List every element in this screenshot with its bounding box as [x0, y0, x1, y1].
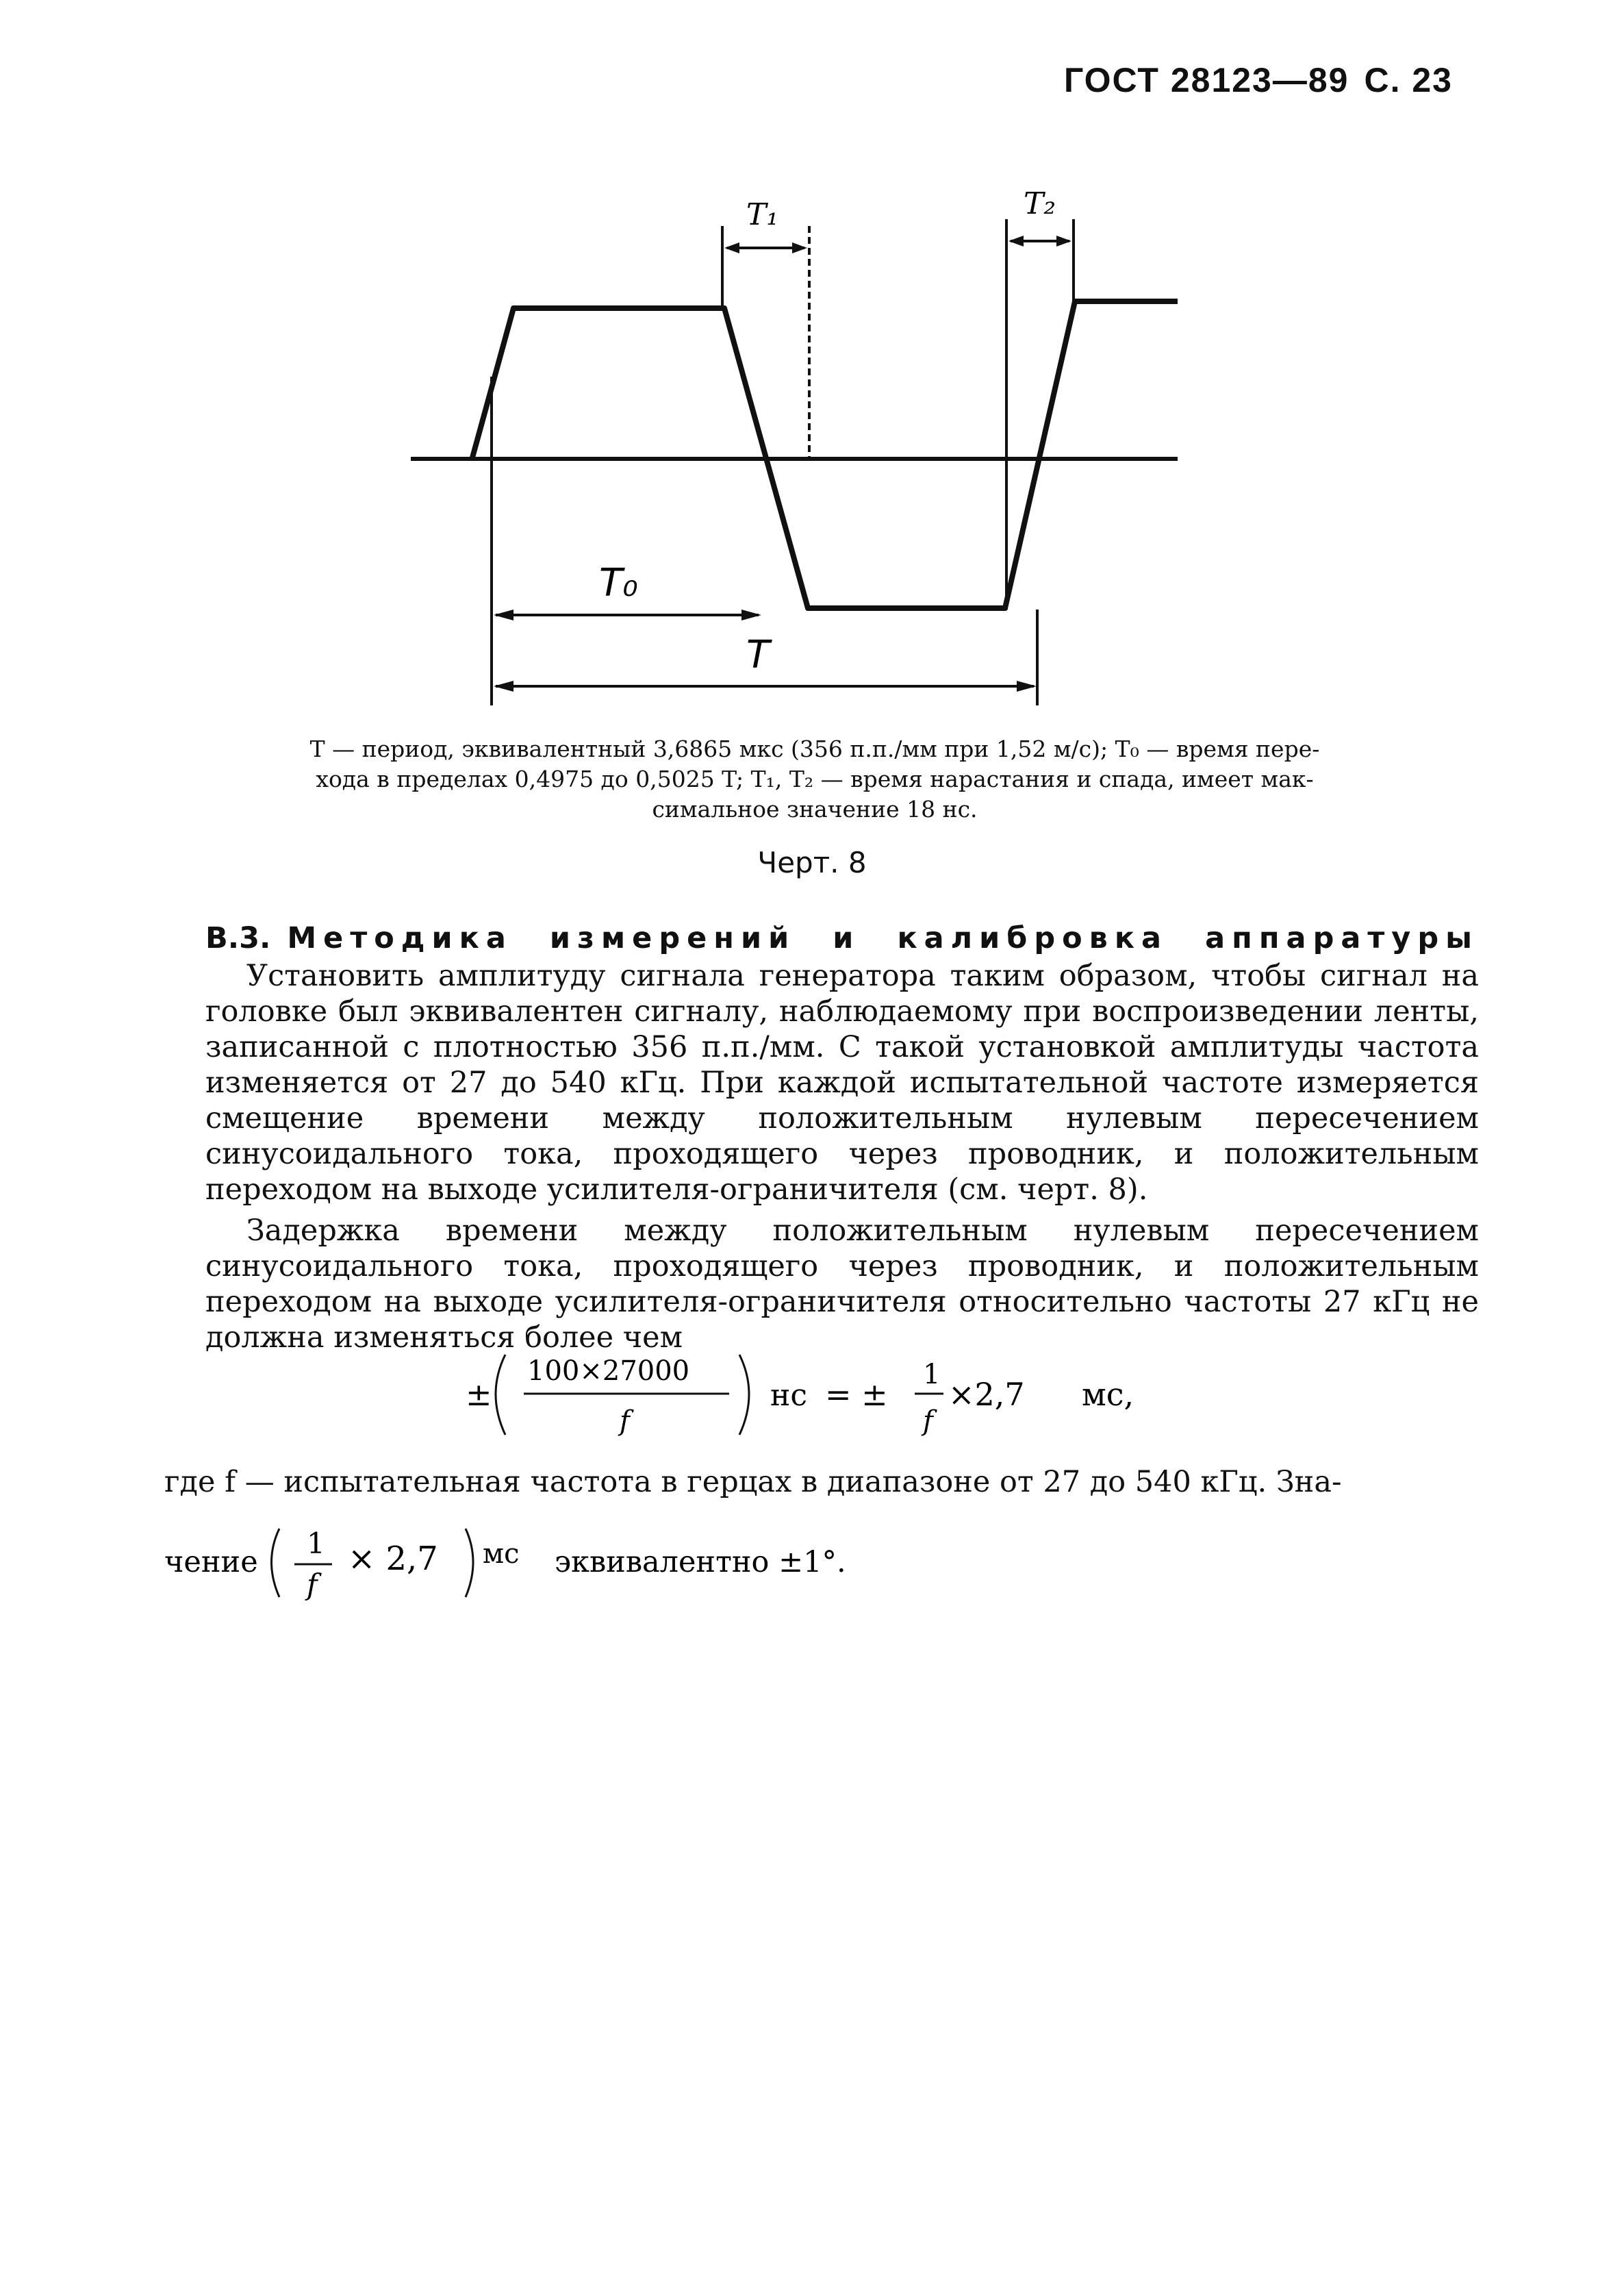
- section-title-word: и: [833, 921, 861, 955]
- t1-label: T₁: [746, 197, 778, 232]
- value-f: f: [307, 1568, 318, 1601]
- formula-times-value: ×2,7: [948, 1376, 1025, 1413]
- caption-line-3: симальное значение 18 нс.: [652, 796, 978, 823]
- formula-unit-ns: нс: [770, 1378, 807, 1413]
- t1-arrowhead-right: [792, 242, 807, 253]
- t1-arrowhead-left: [724, 242, 739, 253]
- value-suffix: эквивалентно ±1°.: [555, 1545, 846, 1579]
- section-number: В.3.: [205, 921, 271, 955]
- value-right-paren: [466, 1529, 473, 1597]
- page-number: С. 23: [1364, 61, 1453, 99]
- figure-label: Черт. 8: [757, 846, 867, 879]
- t0-arrowhead-right: [741, 610, 761, 620]
- section-title-word: Методика: [287, 921, 513, 955]
- t-arrowhead-left: [494, 681, 513, 692]
- where-line: где f — испытательная частота в герцах в диапазоне от 27 до 540 кГц. Зна-: [164, 1465, 1342, 1499]
- t2-label: T₂: [1024, 186, 1056, 221]
- t-label: T: [746, 633, 770, 677]
- figure-caption: [205, 734, 1424, 825]
- standard-number: ГОСТ 28123—89: [1063, 61, 1349, 99]
- paragraph-1: Установить амплитуду сигнала генератора таким образом, чтобы сигнал на головке был эквивалентен сигналу, наблюдаемому при воспроизведении ленты, записанной с плотностью 356 п.п./мм. С такой установкой амплитуды частота изменяется от 27 до 540 кГц. При каждой испытательной частоте измеряется смещение времени между положительным нулевым пересечением синусоидального тока, проходящего через проводник, и положительным переходом на выходе усилителя-ограничителя (см. черт. 8).: [205, 959, 1479, 1207]
- section-title-word: калибровка: [897, 921, 1169, 955]
- t2-arrowhead-right: [1056, 236, 1071, 247]
- value-one: 1: [307, 1527, 325, 1560]
- formula-unit-ms: мс,: [1082, 1376, 1134, 1413]
- value-expression: [164, 1520, 1054, 1603]
- formula-right-paren: [739, 1355, 749, 1435]
- formula-equals: = ±: [825, 1376, 888, 1413]
- formula-pm: ±: [466, 1376, 492, 1413]
- t0-label: T₀: [599, 561, 638, 605]
- caption-line-1: T — период, эквивалентный 3,6865 мкс (356 п.п./мм при 1,52 м/с); T₀ — время пере-: [309, 736, 1320, 762]
- formula-denominator: f: [620, 1405, 630, 1437]
- value-unit: мс: [483, 1538, 520, 1570]
- waveform-line: [472, 301, 1178, 608]
- caption-line-2: хода в пределах 0,4975 до 0,5025 T; T₁, T₂ — время нарастания и спада, имеет мак-: [316, 766, 1314, 792]
- t0-arrowhead-left: [494, 610, 513, 620]
- page-header: [1049, 60, 1453, 100]
- formula-left-paren: [496, 1355, 505, 1435]
- value-left-paren: [272, 1529, 280, 1597]
- waveform-diagram: [411, 171, 1219, 719]
- t-arrowhead-right: [1017, 681, 1037, 692]
- section-title-word: аппаратуры: [1205, 921, 1479, 955]
- section-title: [205, 921, 1479, 955]
- formula: [466, 1342, 1219, 1445]
- value-prefix: чение: [164, 1545, 258, 1579]
- paragraph-2: Задержка времени между положительным нулевым пересечением синусоидального тока, проходящего через проводник, и положительным переходом на выходе усилителя-ограничителя относительно частоты 27 кГц не должна изменяться более чем: [205, 1214, 1479, 1355]
- section-title-word: измерений: [549, 921, 796, 955]
- formula-numerator: 100×27000: [527, 1355, 690, 1387]
- section-b3: [205, 921, 1479, 1355]
- formula-f: f: [923, 1405, 933, 1437]
- value-times: × 2,7: [348, 1540, 438, 1578]
- formula-one: 1: [923, 1359, 941, 1390]
- t2-arrowhead-left: [1008, 236, 1024, 247]
